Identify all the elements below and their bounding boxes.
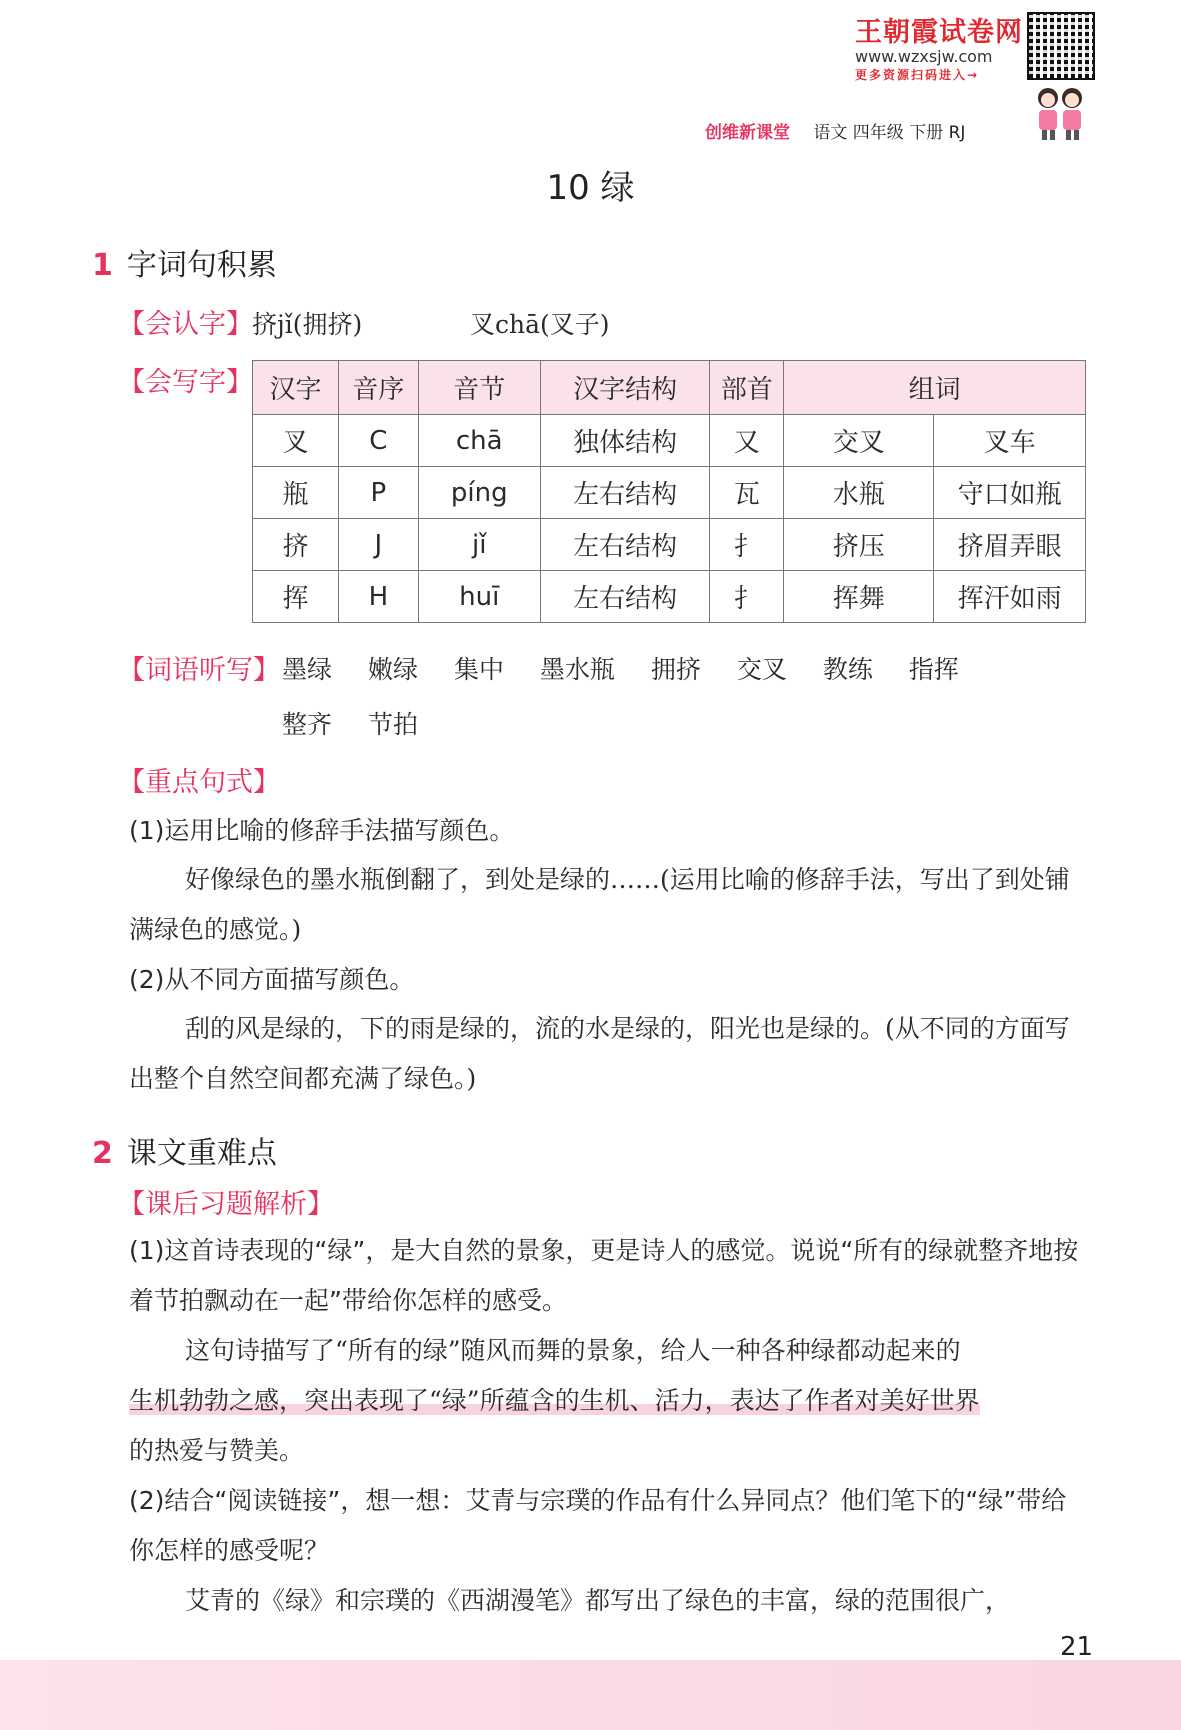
- key-1-title: (1)运用比喻的修辞手法描写颜色。: [129, 816, 515, 845]
- table-cell: 叉车: [934, 415, 1086, 467]
- question-1: (1)这首诗表现的“绿”，是大自然的景象，更是诗人的感觉。说说“所有的绿就整齐地按着节拍飘动在一起”带给你怎样的感受。: [129, 1236, 1079, 1315]
- page-number: 21: [1060, 1632, 1094, 1662]
- footer-band: [0, 1660, 1181, 1730]
- header-cell: 汉字结构: [540, 361, 710, 415]
- table-cell: 又: [710, 415, 784, 467]
- table-cell: J: [338, 519, 418, 571]
- brand-url[interactable]: www.wzxsjw.com: [855, 47, 993, 66]
- lesson-title: 10 绿: [546, 168, 635, 208]
- dictation-word: 嫩绿: [367, 655, 418, 684]
- table-cell: píng: [418, 467, 540, 519]
- table-cell: chā: [418, 415, 540, 467]
- write-label: 【会写字】: [118, 367, 253, 398]
- table-cell: 扌: [710, 571, 784, 623]
- dictation-word: 教练: [822, 655, 873, 684]
- section-1-heading: [92, 240, 277, 284]
- table-cell: 挤: [253, 519, 339, 571]
- dictation-word: 节拍: [367, 710, 418, 739]
- table-cell: 水瓶: [784, 467, 934, 519]
- dictation-word: 指挥: [908, 655, 959, 684]
- header-cell: 组词: [784, 361, 1086, 415]
- table-cell: 挥舞: [784, 571, 934, 623]
- exercise-label: 【课后习题解析】: [118, 1189, 334, 1220]
- table-cell: 挤眉弄眼: [934, 519, 1086, 571]
- table-cell: 挤压: [784, 519, 934, 571]
- answer-2: 艾青的《绿》和宗璞的《西湖漫笔》都写出了绿色的丰富，绿的范围很广，: [185, 1586, 1011, 1615]
- table-cell: 挥: [253, 571, 339, 623]
- table-cell: H: [338, 571, 418, 623]
- book-info: 语文 四年级 下册 RJ: [813, 123, 966, 143]
- table-cell: 守口如瓶: [934, 467, 1086, 519]
- dictation-line-2: [282, 705, 418, 741]
- question-2: (2)结合“阅读链接”，想一想：艾青与宗璞的作品有什么异同点？他们笔下的“绿”带给你怎样的感受呢？: [129, 1486, 1067, 1565]
- table-cell: 左右结构: [540, 571, 710, 623]
- header-line: [705, 118, 965, 143]
- table-cell: C: [338, 415, 418, 467]
- brand-tip: 更多资源扫码进入→: [855, 68, 980, 82]
- dictation-word: 墨水瓶: [539, 655, 615, 684]
- highlighted-text: 生机勃勃之感，突出表现了“绿”所蕴含的生机、活力，表达了作者对美好世界: [129, 1386, 980, 1415]
- table-cell: 独体结构: [540, 415, 710, 467]
- table-cell: 扌: [710, 519, 784, 571]
- section-1-number: 1: [92, 248, 113, 283]
- table-cell: 瓶: [253, 467, 339, 519]
- table-row: [253, 467, 1086, 519]
- table-cell: 左右结构: [540, 519, 710, 571]
- section-2-number: 2: [92, 1136, 113, 1171]
- dictation-word: 集中: [453, 655, 504, 684]
- dictation-word: 交叉: [736, 655, 787, 684]
- table-row: [253, 571, 1086, 623]
- table-row: [253, 415, 1086, 467]
- brand-name: 王朝霞试卷网: [855, 17, 1023, 48]
- key-sentences-label: 【重点句式】: [118, 767, 280, 798]
- section-2-title: 课文重难点: [126, 1136, 277, 1171]
- table-header-row: [253, 361, 1086, 415]
- qr-code-icon[interactable]: [1027, 12, 1095, 80]
- dictation-word: 墨绿: [282, 655, 333, 684]
- table-row: [253, 519, 1086, 571]
- dictation-line-1: [282, 650, 1082, 686]
- characters-table: [252, 360, 1086, 623]
- table-cell: 左右结构: [540, 467, 710, 519]
- table-cell: 交叉: [784, 415, 934, 467]
- table-cell: 挥汗如雨: [934, 571, 1086, 623]
- table-cell: 叉: [253, 415, 339, 467]
- header-cell: 部首: [710, 361, 784, 415]
- brand-block: [855, 10, 1035, 83]
- key-2-title: (2)从不同方面描写颜色。: [129, 965, 415, 994]
- answer-1-part-3: 的热爱与赞美。: [129, 1436, 305, 1465]
- header-cell: 音序: [338, 361, 418, 415]
- table-cell: jǐ: [418, 519, 540, 571]
- dictation-word: 拥挤: [650, 655, 701, 684]
- answer-1-part-2: [129, 1376, 1085, 1426]
- section-1-title: 字词句积累: [126, 248, 277, 283]
- table-cell: huī: [418, 571, 540, 623]
- key-1-body: 好像绿色的墨水瓶倒翻了，到处是绿的……(运用比喻的修辞手法，写出了到处铺满绿色的感觉。): [129, 865, 1070, 944]
- table-cell: P: [338, 467, 418, 519]
- series-name: 创维新课堂: [705, 123, 790, 143]
- kids-illustration-icon: [1030, 80, 1090, 144]
- dictation-label: 【词语听写】: [118, 655, 280, 686]
- header-cell: 汉字: [253, 361, 339, 415]
- header-cell: 音节: [418, 361, 540, 415]
- table-cell: 瓦: [710, 467, 784, 519]
- recognize-label: 【会认字】: [118, 309, 253, 340]
- dictation-word: 整齐: [282, 710, 333, 739]
- recognize-item: 叉chā(叉子): [470, 310, 610, 339]
- answer-1-part-1: 这句诗描写了“所有的绿”随风而舞的景象，给人一种各种绿都动起来的: [185, 1336, 961, 1365]
- section-2-heading: [92, 1128, 277, 1172]
- key-2-body: 刮的风是绿的，下的雨是绿的，流的水是绿的，阳光也是绿的。(从不同的方面写出整个自然空间都充满了绿色。): [129, 1014, 1070, 1093]
- recognize-item: 挤jǐ(拥挤): [252, 310, 363, 339]
